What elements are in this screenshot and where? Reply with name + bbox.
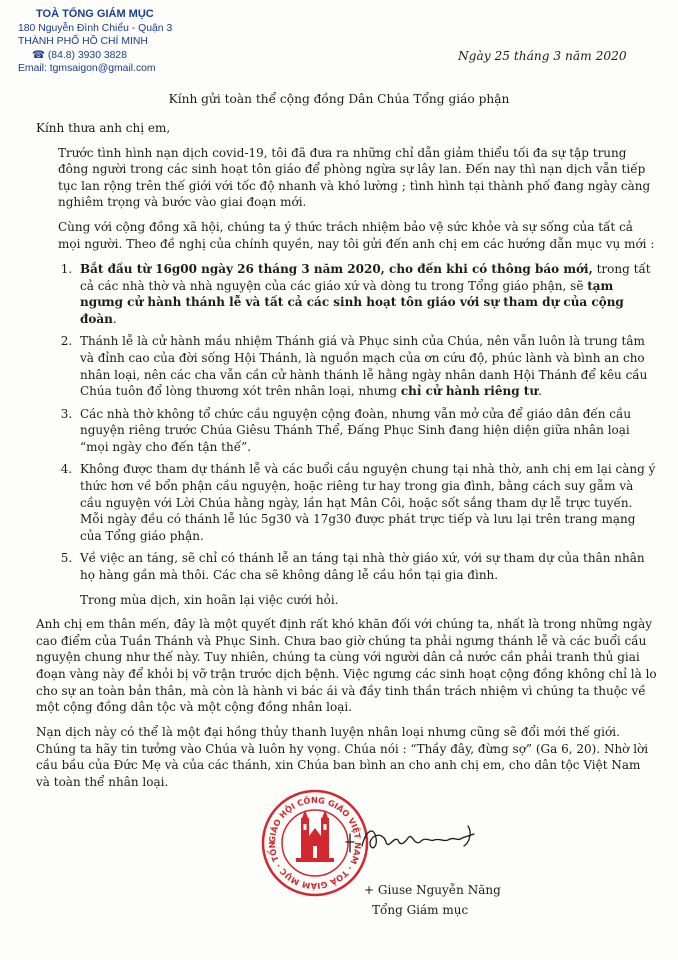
handwritten-signature xyxy=(340,812,490,862)
directive-2-bold: chỉ cử hành riêng tư xyxy=(400,384,539,399)
letterhead-address: 180 Nguyễn Đình Chiểu - Quận 3 xyxy=(18,22,173,34)
signer-block xyxy=(364,880,501,920)
directive-5-text: Về việc an táng, sẽ chỉ có thánh lễ an táng tại nhà thờ giáo xứ, với sự tham dự của thân nhân họ hàng gần mà thôi. Các cha sẽ không dâng lễ cầu hồn tại gia đình. xyxy=(80,551,645,583)
letterhead-email: Email: tgmsaigon@gmail.com xyxy=(18,63,156,75)
directive-item-1 xyxy=(76,261,658,327)
directive-1-bold-date: Bắt đầu từ 16g00 ngày 26 tháng 3 năm 2020, cho đến khi có thông báo mới, xyxy=(80,261,593,276)
greeting: Kính thưa anh chị em, xyxy=(36,121,171,135)
intro-paragraph-2: Cùng với cộng đồng xã hội, chúng ta ý thức trách nhiệm bảo vệ sức khỏe và sự sống của tất cả mọi người. Theo đề nghị của chính quyền, nay tôi gửi đến anh chị em các hướng dẫn mục vụ mới : xyxy=(58,220,655,251)
closing-paragraph-2: Nạn dịch này có thể là một đại hồng thủy thanh luyện nhân loại nhưng cũng sẽ đổi mới thế giới. Chúng ta hãy tin tưởng vào Chúa và luôn hy vọng. Chúa nói : “Thầy đây, đừng sợ” (Ga 6, 20). Nhờ lời cầu bầu của Đức Mẹ và của các thánh, xin Chúa ban bình an cho anh chị em, cho dân tộc Việt Nam và toàn thể nhân loại. xyxy=(36,725,649,789)
letter-date: Ngày 25 tháng 3 năm 2020 xyxy=(458,49,627,63)
directive-1-bold-suspend: tạm ngưng cử hành thánh lễ và tất cả các sinh hoạt tôn giáo với sự tham dự của cộng đoàn xyxy=(80,278,624,326)
intro-paragraph-1: Trước tình hình nạn dịch covid-19, tôi đã đưa ra những chỉ dẫn giảm thiểu tối đa sự tập trung đông người trong các sinh hoạt tôn giáo để phòng ngừa sự lây lan. Đến nay thì nạn dịch vẫn tiếp tục lan rộng trên thế giới với tốc độ nhanh và khó lường ; tình hình tại thành phố đang ngày càng nghiêm trọng và bước vào giai đoạn mới. xyxy=(58,145,651,210)
directive-item-4: 4. Không được tham dự thánh lễ và các buổi cầu nguyện chung tại nhà thờ, anh chị em lại càng ý thức hơn về bổn phận cầu nguyện, hoặc riêng tư hay trong gia đình, bằng cách suy gẫm và cầu nguyện với Lời Chúa hằng ngày, lần hạt Mân Côi, hoặc sốt sắng tham dự lễ trực tuyến. Mỗi ngày đều có thánh lễ lúc 5g30 và 17g30 được phát trực tiếp và lưu lại trên trang mạng của Tổng giáo phận. xyxy=(76,461,658,544)
seal-ring-text: GIÁO HỘI CÔNG GIÁO VIỆT NAM · TOÀ GIÁM MỤC · TỔN xyxy=(266,794,364,892)
directive-2-text: Thánh lễ là cử hành mầu nhiệm Thánh giá và Phục sinh của Chúa, nên vẫn luôn là trung tâm và đỉnh cao của đời sống Hội Thánh, là nguồn mạch của ơn cứu độ, phúc lành và bình an cho nhân loại, nên các cha vẫn cần cử hành thánh lễ hằng ngày nhân danh Hội Thánh để kêu cầu Chúa tuôn đổ lòng thương xót trên nhân loại, nhưng xyxy=(80,334,648,399)
letter-body xyxy=(36,120,658,799)
directive-item-5 xyxy=(76,550,658,608)
signer-title: Tổng Giám mục xyxy=(372,903,469,917)
letterhead xyxy=(18,8,208,76)
wedding-note: Trong mùa dịch, xin hoãn lại việc cưới hỏi. xyxy=(80,592,339,607)
signature-icon xyxy=(340,812,490,862)
directive-item-3: 3. Các nhà thờ không tổ chức cầu nguyện cộng đoàn, nhưng vẫn mở cửa để giáo dân đến cầu nguyện riêng trước Chúa Giêsu Thánh Thể, Đấng Phục Sinh đang hiện diện giữa nhân loại “mọi ngày cho đến tận thế”. xyxy=(76,406,658,456)
directive-list xyxy=(58,261,658,608)
directive-1-text: trong tất cả các nhà thờ và nhà nguyện của các giáo xứ và dòng tu trong Tổng giáo phận, sẽ xyxy=(80,261,651,293)
recipient-line: Kính gửi toàn thể cộng đồng Dân Chúa Tổng giáo phận xyxy=(168,92,510,106)
letterhead-phone: ☎ (84.8) 3930 3828 xyxy=(32,49,127,61)
letterhead-city: THÀNH PHỐ HỒ CHÍ MINH xyxy=(18,36,148,48)
letterhead-org: TOÀ TỔNG GIÁM MỤC xyxy=(36,8,154,20)
directive-item-2 xyxy=(76,333,658,399)
closing-paragraph-1: Anh chị em thân mến, đây là một quyết định rất khó khăn đối với chúng ta, nhất là trong những ngày cao điểm của Tuần Thánh và Phục Sinh. Chưa bao giờ chúng ta phải ngưng thánh lễ và các buổi cầu nguyện chung như thế này. Tuy nhiên, chúng ta cùng với người dân cả nước cần phải tranh thủ giai đoạn vàng này để khỏi bị vỡ trận trước dịch bệnh. Việc ngưng các sinh hoạt cộng đồng không chỉ là lo cho sự an toàn bản thân, mà còn là hành vi bác ái và đầy tinh thần trách nhiệm vì chúng ta thuộc về một cộng đồng dân tộc và một cộng đồng nhân loại. xyxy=(36,617,657,715)
signer-name: + Giuse Nguyễn Năng xyxy=(364,883,501,897)
directive-2-end: . xyxy=(538,384,542,399)
directive-1-end: . xyxy=(112,311,117,326)
